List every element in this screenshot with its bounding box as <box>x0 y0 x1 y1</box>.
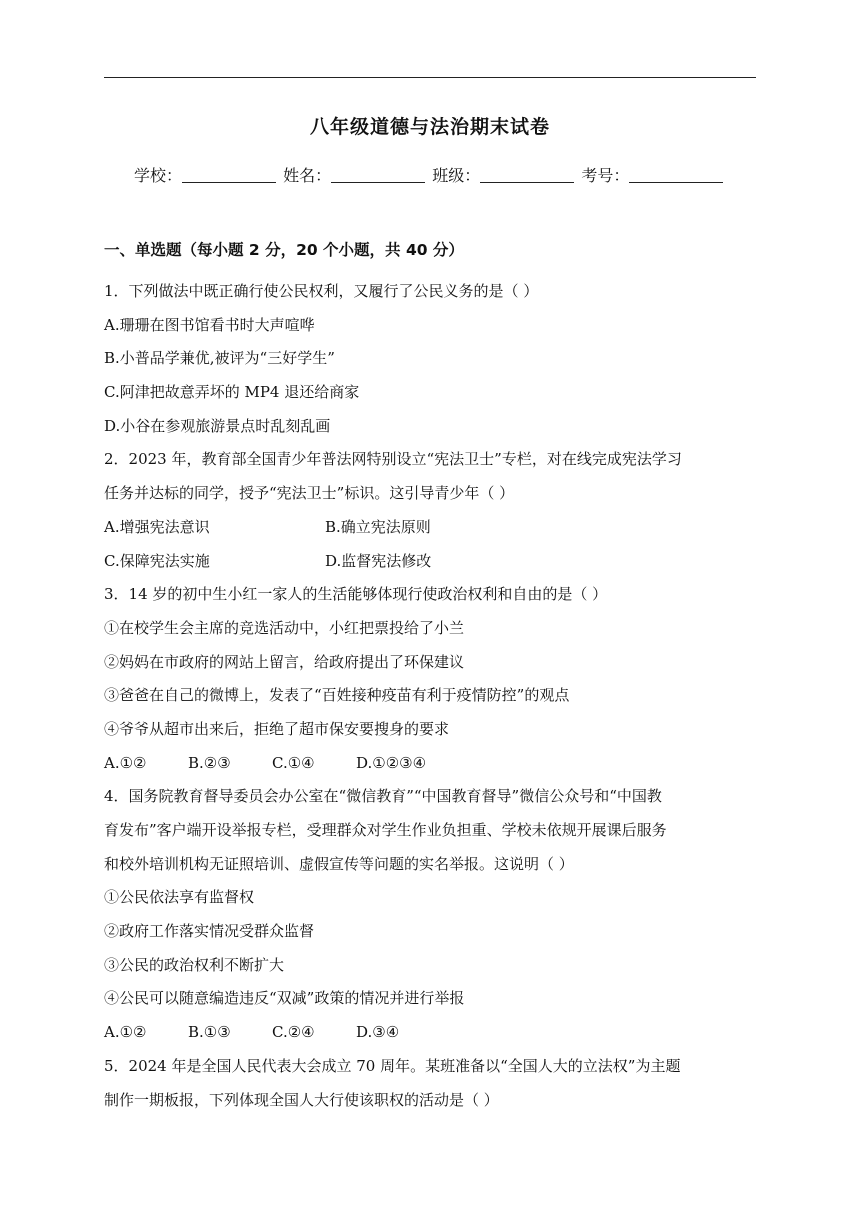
question-3-stem: 3．14 岁的初中生小红一家人的生活能够体现行使政治权利和自由的是（ ） <box>104 585 608 604</box>
question-2-option-a: A.增强宪法意识 <box>104 517 210 536</box>
class-label: 班级： <box>432 166 481 185</box>
school-blank[interactable] <box>182 168 276 183</box>
question-4-option-b: B.①③ <box>188 1023 231 1042</box>
name-label: 姓名： <box>283 166 332 185</box>
question-4-option-d: D.③④ <box>356 1023 400 1042</box>
question-4-stem-line-2: 育发布”客户端开设举报专栏，受理群众对学生作业负担重、学校未依规开展课后服务 <box>104 821 667 839</box>
top-rule <box>104 77 756 78</box>
question-3-statement-1: ①在校学生会主席的竞选活动中，小红把票投给了小兰 <box>104 618 465 637</box>
student-info-row <box>134 163 725 186</box>
question-4-option-a: A.①② <box>104 1023 147 1042</box>
question-4-statement-4: ④公民可以随意编造违反“双减”政策的情况并进行举报 <box>104 989 465 1008</box>
name-blank[interactable] <box>331 168 425 183</box>
question-5-stem-line-2: 制作一期板报，下列体现全国人大行使该职权的活动是（ ） <box>104 1090 499 1109</box>
question-2-option-b: B.确立宪法原则 <box>325 517 431 536</box>
question-3-option-c: C.①④ <box>272 753 315 772</box>
school-label: 学校： <box>134 166 183 185</box>
question-3-statement-3: ③爸爸在自己的微博上，发表了“百姓接种疫苗有利于疫情防控”的观点 <box>104 686 570 705</box>
question-3-option-b: B.②③ <box>188 753 231 772</box>
exam-number-blank[interactable] <box>629 168 723 183</box>
question-4-option-c: C.②④ <box>272 1023 315 1042</box>
question-3-options <box>104 750 764 784</box>
question-3-statement-2: ②妈妈在市政府的网站上留言，给政府提出了环保建议 <box>104 652 465 671</box>
question-1-option-c: C.阿津把故意弄坏的 MP4 退还给商家 <box>104 383 360 402</box>
class-blank[interactable] <box>480 168 574 183</box>
question-2-options-row-1 <box>104 514 764 548</box>
exam-number-label: 考号： <box>581 166 630 185</box>
exam-title: 八年级道德与法治期末试卷 <box>309 116 550 138</box>
question-2-option-c: C.保障宪法实施 <box>104 551 210 570</box>
question-1-option-b: B.小普品学兼优,被评为“三好学生” <box>104 349 335 368</box>
question-4-statement-3: ③公民的政治权利不断扩大 <box>104 955 285 974</box>
question-2-stem-line-1: 2．2023 年，教育部全国青少年普法网特别设立“宪法卫士”专栏，对在线完成宪法学习 <box>104 450 682 469</box>
question-2-options-row-2 <box>104 548 764 582</box>
question-2-option-d: D.监督宪法修改 <box>325 551 432 570</box>
question-3-option-d: D.①②③④ <box>356 753 427 772</box>
question-4-statement-2: ②政府工作落实情况受群众监督 <box>104 922 315 941</box>
question-4-options <box>104 1019 764 1053</box>
question-1-option-a: A.珊珊在图书馆看书时大声喧哗 <box>104 315 315 334</box>
question-4-statement-1: ①公民依法享有监督权 <box>104 888 255 907</box>
question-2-stem-line-2: 任务并达标的同学，授予“宪法卫士”标识。这引导青少年（ ） <box>104 484 515 503</box>
question-1-stem: 1．下列做法中既正确行使公民权利，又履行了公民义务的是（ ） <box>104 282 539 300</box>
questions-body <box>104 278 764 1120</box>
question-3-statement-4: ④爷爷从超市出来后，拒绝了超市保安要搜身的要求 <box>104 719 450 738</box>
question-3-option-a: A.①② <box>104 753 147 772</box>
question-1-option-d: D.小谷在参观旅游景点时乱刻乱画 <box>104 416 331 435</box>
question-4-stem-line-1: 4．国务院教育督导委员会办公室在“微信教育”“中国教育督导”微信公众号和“中国教 <box>104 787 662 806</box>
question-4-stem-line-3: 和校外培训机构无证照培训、虚假宣传等问题的实名举报。这说明（ ） <box>104 854 574 873</box>
section-heading: 一、单选题（每小题 2 分，20 个小题，共 40 分） <box>104 241 464 259</box>
question-5-stem-line-1: 5．2024 年是全国人民代表大会成立 70 周年。某班准备以“全国人大的立法权”为主题 <box>104 1056 681 1075</box>
